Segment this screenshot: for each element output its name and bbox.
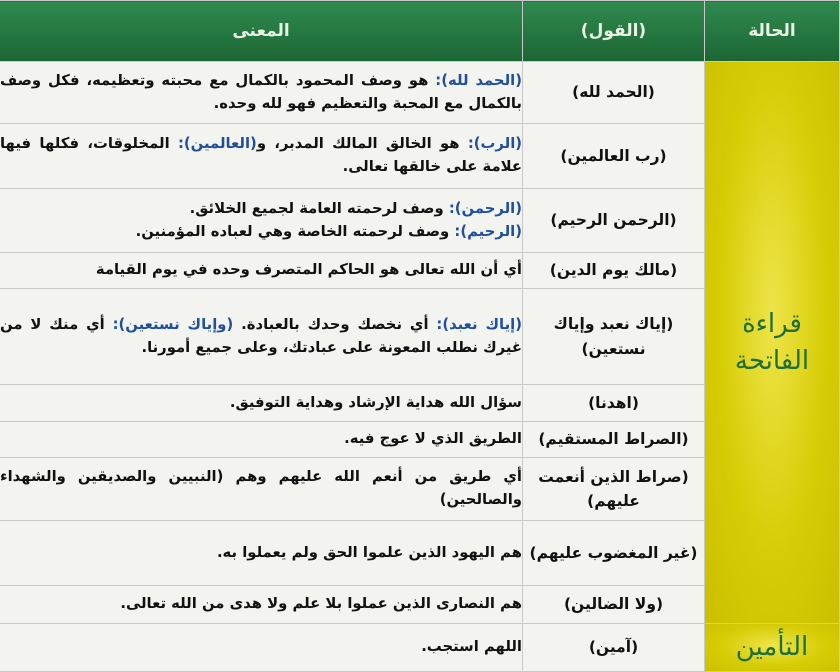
keyword-text: (إياك نعبد): [428,315,522,333]
meaning-text: أي أن الله تعالى هو الحاكم المتصرف وحده في يوم القيامة [95,261,522,279]
keyword-text: (العالمين): [169,135,257,153]
table-row [0,62,840,124]
meaning-text: سؤال الله هداية الإرشاد وهداية التوفيق. [229,393,522,411]
phrase-cell: (الرحمن الرحيم) [523,189,705,253]
phrase-cell: (ولا الضالين) [523,586,705,624]
phrase-cell: (اهدنا) [523,385,705,422]
meaning-text: أي طريق من أنعم الله عليهم وهم (النبيين والصديقين والشهداء والصالحين) [0,468,522,508]
header-meaning: المعنى [0,1,523,62]
meaning-cell [0,458,523,521]
keyword-text: (الرب): [459,135,523,153]
state-amen: التأمين [705,624,840,672]
meaning-text: المخلوقات، فكلها فيها علامة على خالقها تعالى. [0,135,522,175]
meaning-cell [0,624,523,672]
meaning-text: هو وصف المحمود بالكمال مع محبته وتعظيمه، فكل وصف بالكمال مع المحبة والتعظيم فهو لله وحده. [0,71,522,112]
meaning-text: اللهم استجب. [421,638,522,656]
keyword-text: (الحمد لله): [428,71,522,89]
meaning-cell [0,289,523,385]
state-reading-fatiha: قراءة الفاتحة [705,62,840,624]
header-state: الحالة [705,1,840,62]
meaning-text: هو الخالق المالك المدبر، و [256,135,460,153]
table-row [0,624,840,672]
keyword-text: (الرحمن): [443,199,522,217]
phrase-cell: (مالك يوم الدين) [523,253,705,289]
meaning-cell [0,521,523,586]
phrase-cell: (الحمد لله) [523,62,705,124]
meaning-cell [0,62,523,124]
meaning-cell [0,189,523,253]
meaning-text: وصف لرحمته الخاصة وهي لعباده المؤمنين. [135,222,450,240]
meaning-text: أي نخصك وحدك بالعبادة. [233,315,429,333]
meaning-text: هم النصارى الذين عملوا بلا علم ولا هدى من الله تعالى. [120,595,522,613]
meaning-cell [0,124,523,189]
meaning-cell [0,385,523,422]
header-phrase: (القول) [523,1,705,62]
meaning-cell [0,586,523,624]
phrase-cell: (الصراط المستقيم) [523,422,705,458]
keyword-text: (الرحيم): [449,222,522,240]
header-row [0,1,840,62]
keyword-text: (وإياك نستعين): [104,315,234,333]
meaning-text: أي منك لا من غيرك نطلب المعونة على عبادتك، وعلى جميع أمورنا. [0,315,522,356]
phrase-cell: (آمين) [523,624,705,672]
meaning-cell [0,253,523,289]
phrase-cell: (غير المغضوب عليهم) [523,521,705,586]
meaning-text: وصف لرحمته العامة لجميع الخلائق. [189,199,444,217]
phrase-cell: (رب العالمين) [523,124,705,189]
phrase-cell: (إياك نعبد وإياك نستعين) [523,289,705,385]
meaning-text: الطريق الذي لا عوج فيه. [344,430,522,448]
meaning-text: هم اليهود الذين علموا الحق ولم يعملوا به. [216,543,522,561]
phrase-cell: (صراط الذين أنعمت عليهم) [523,458,705,521]
meaning-cell [0,422,523,458]
